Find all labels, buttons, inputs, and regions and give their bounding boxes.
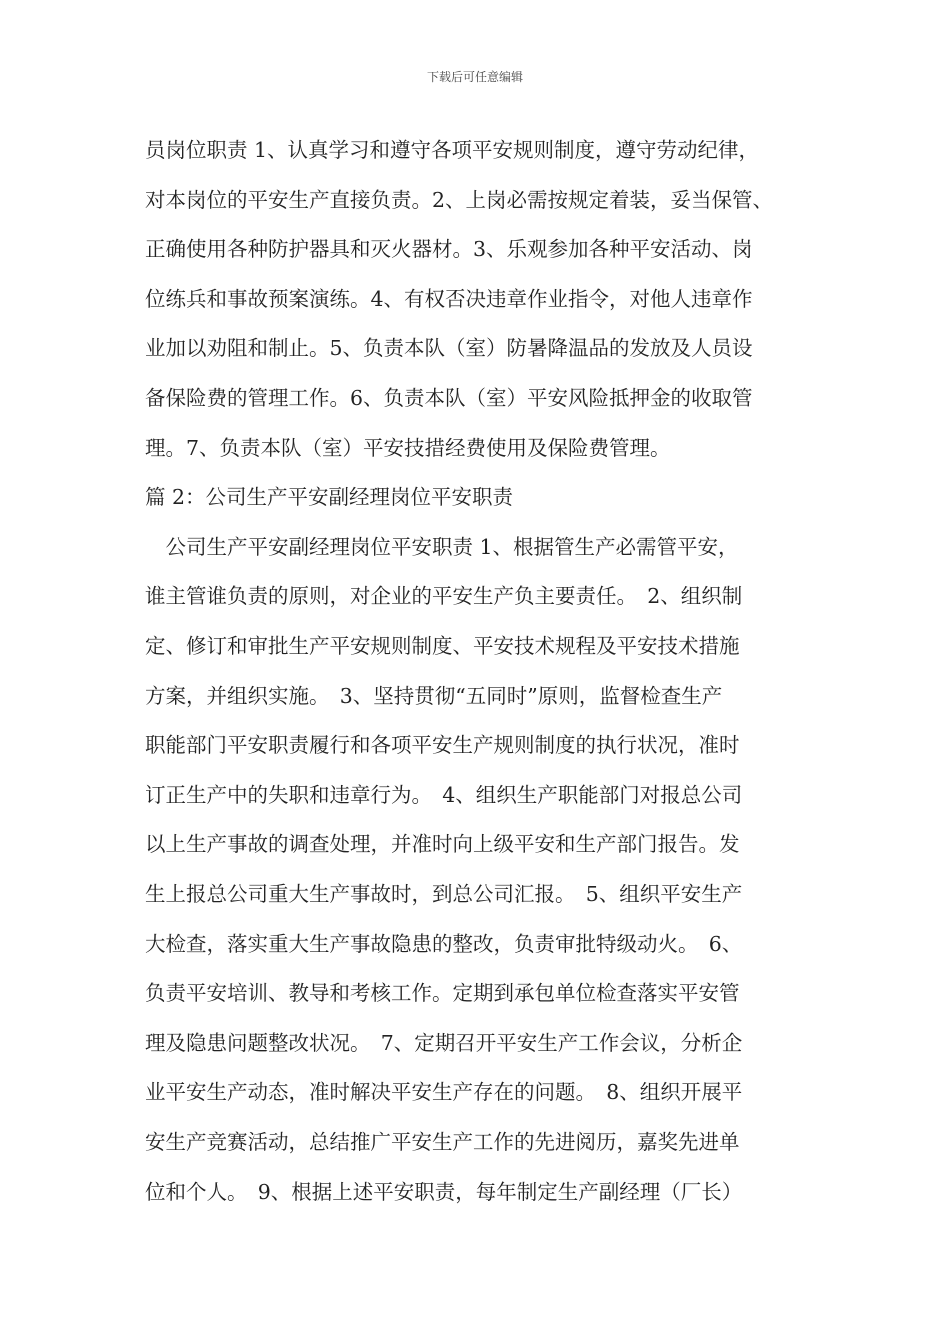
text-line: 位和个人。 9、根据上述平安职责，每年制定生产副经理（厂长） xyxy=(145,1179,743,1204)
text-line: 大检查，落实重大生产事故隐患的整改，负责审批特级动火。 6、 xyxy=(145,931,743,956)
text-line: 以上生产事故的调查处理，并准时向上级平安和生产部门报告。发 xyxy=(145,832,740,857)
text-line: 生上报总公司重大生产事故时，到总公司汇报。 5、组织平安生产 xyxy=(145,882,743,906)
text-line: 安生产竞赛活动，总结推广平安生产工作的先进阅历，嘉奖先进单 xyxy=(145,1130,740,1154)
text-line: 公司生产平安副经理岗位平安职责 1、根据管生产必需管平安， xyxy=(145,534,739,559)
text-line: 业加以劝阻和制止。5、负责本队（室）防暑降温品的发放及人员设 xyxy=(145,336,753,361)
text-line: 业平安生产动态，准时解决平安生产存在的问题。 8、组织开展平 xyxy=(145,1080,743,1105)
section-heading: 篇 2：公司生产平安副经理岗位平安职责 xyxy=(145,485,514,510)
text-line: 理及隐患问题整改状况。 7、定期召开平安生产工作会议，分析企 xyxy=(145,1030,743,1055)
page-header: 下载后可任意编辑 xyxy=(426,70,523,84)
text-line: 对本岗位的平安生产直接负责。2、上岗必需按规定着装，妥当保管、 xyxy=(145,187,774,212)
text-line: 备保险费的管理工作。6、负责本队（室）平安风险抵押金的收取管 xyxy=(145,386,753,410)
text-line: 定、修订和审批生产平安规则制度、平安技术规程及平安技术措施 xyxy=(145,634,740,658)
text-line: 位练兵和事故预案演练。4、有权否决违章作业指令，对他人违章作 xyxy=(145,286,753,311)
text-line: 负责平安培训、教导和考核工作。定期到承包单位检查落实平安管 xyxy=(145,981,740,1006)
text-line: 方案，并组织实施。 3、坚持贯彻“五同时”原则，监督检查生产 xyxy=(145,683,723,708)
text-line: 订正生产中的失职和违章行为。 4、组织生产职能部门对报总公司 xyxy=(145,782,743,807)
text-line: 谁主管谁负责的原则，对企业的平安生产负主要责任。 2、组织制 xyxy=(145,584,743,609)
text-line: 正确使用各种防护器具和灭火器材。3、乐观参加各种平安活动、岗 xyxy=(145,237,753,262)
text-line: 理。7、负责本队（室）平安技措经费使用及保险费管理。 xyxy=(145,435,671,460)
text-line: 员岗位职责 1、认真学习和遵守各项平安规则制度，遵守劳动纪律， xyxy=(145,138,760,162)
text-line: 职能部门平安职责履行和各项平安生产规则制度的执行状况，准时 xyxy=(145,733,740,758)
